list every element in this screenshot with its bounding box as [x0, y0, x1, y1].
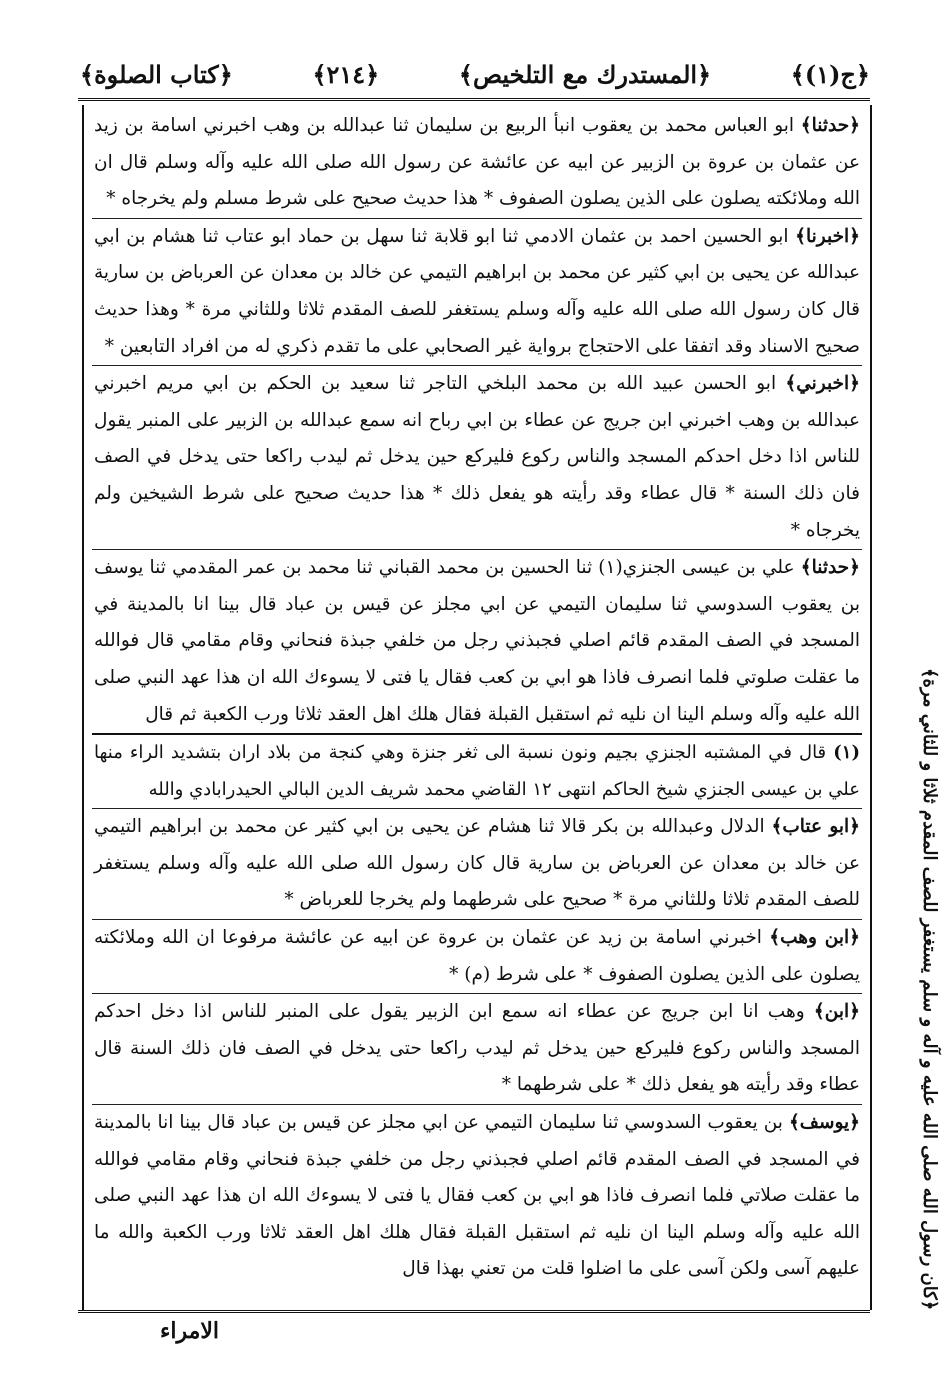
summary-paragraph: [92, 993, 862, 1104]
hadith-paragraph: [92, 218, 862, 365]
summary-paragraph: [92, 1104, 862, 1288]
paragraph-lead: ﴿اخبرنا﴾: [795, 225, 860, 247]
catchword: الامراء: [160, 1318, 220, 1344]
footnote-text: قال في المشتبه الجنزي بجيم ونون نسبة الى ثغر جنزة وهي كنجة من بلاد اران بتشديد الراء منها علي بن عيسى الجنزي شيخ الحاكم انتهى ١٢ القاضي محمد شريف الدين البالي الحيدرابادي والله: [94, 742, 860, 800]
margin-note: ﴿كان رسول الله صلى الله عليه و آله و سلم يستغفر للصف المقدم ثلاثا و للثاني مرة﴾: [919, 667, 940, 1310]
paragraph-text: اخبرني اسامة بن زيد عن عثمان بن عروة عن ابيه عن عائشة مرفوعا ان الله وملائكته يصلون على الذين يصلون الصفوف * على شرط (م) *: [94, 927, 860, 985]
paragraph-lead: ﴿اخبرني﴾: [785, 373, 860, 395]
chapter-title: ﴿كتاب الصلوة﴾: [80, 59, 233, 89]
paragraph-text: بن يعقوب السدوسي ثنا سليمان التيمي عن ابي مجلز عن قيس بن عباد قال بينا انا بالمدينة في المسجد في الصف المقدم قائم اصلي فجبذني رجل من خلفي جبذة فنحاني وقام مقامي فوالله ما عقلت صلاتي فلما انصرف فاذا هو ابي بن كعب فقال يا فتى لا يسوءك الله ان هذا عهد النبي صلى الله عليه وآله وسلم الينا ان نليه ثم استقبل القبلة فقال هلك اهل العقد ثلاثا ورب الكعبة والله ما عليهم آسى ولكن آسى على ما اضلوا قلت من تعني بهذا قال: [94, 1112, 860, 1280]
paragraph-lead: ﴿ابن وهب﴾: [769, 927, 860, 949]
paragraph-text: ابو العباس محمد بن يعقوب انبأ الربيع بن سليمان ثنا عبدالله بن وهب اخبرني اسامة بن زيد عن عثمان بن عروة بن الزبير عن ابيه عن عائشة عن رسول الله صلى الله عليه وآله وسلم قال ان الله وملائكته يصلون على الذين يصلون الصفوف * هذا حديث صحيح على شرط مسلم ولم يخرجاه *: [94, 115, 860, 210]
main-text: [92, 108, 862, 1308]
footnote-marker: (١): [833, 742, 860, 764]
footnote: [92, 733, 862, 808]
header-rule: [78, 98, 870, 101]
paragraph-text: وهب انا ابن جريج عن عطاء انه سمع ابن الزبير يقول على المنبر للناس اذا دخل احدكم المسجد والناس ركوع فليركع حين يدخل ثم ليدب راكعا حتى يدخل في الصف فان ذلك السنة قال عطاء وقد رأيته هو يفعل ذلك * على شرطهما *: [94, 1001, 860, 1096]
paragraph-lead: ﴿يوسف﴾: [788, 1112, 860, 1134]
paragraph-lead: ﴿ابو عتاب﴾: [771, 816, 861, 838]
volume-number: ﴿ج(١)﴾: [790, 59, 870, 89]
paragraph-text: الدلال وعبدالله بن بكر قالا ثنا هشام عن يحيى بن ابي كثير عن محمد بن ابراهيم التيمي عن خالد بن معدان عن العرباض بن سارية قال كان رسول الله صلى الله عليه وآله وسلم يستغفر للصف المقدم ثلاثا وللثاني مرة * صحيح على شرطهما ولم يخرجا للعرباض *: [94, 816, 860, 911]
paragraph-text: علي بن عيسى الجنزي(١) ثنا الحسين بن محمد القباني ثنا محمد بن عمر المقدمي ثنا يوسف بن يعقوب السدوسي ثنا سليمان التيمي عن ابي مجلز عن قيس بن عباد قال بينا انا بالمدينة في المسجد في الصف المقدم قائم اصلي فجبذني رجل من خلفي جبذة فنحاني وقام مقامي قال فوالله ما عقلت صلوتي فلما انصرف فاذا هو ابي بن كعب فقال يا فتى لا يسوءك الله ان هذا عهد النبي صلى الله عليه وآله وسلم الينا ان نليه ثم استقبل القبلة فقال هلك اهل العقد ثلاثا ورب الكعبة ثم قال: [94, 557, 860, 725]
hadith-paragraph: [92, 549, 862, 733]
page-header: [80, 50, 870, 98]
paragraph-lead: ﴿ابن﴾: [813, 1001, 860, 1023]
summary-paragraph: [92, 808, 862, 919]
paragraph-lead: ﴿حدثنا﴾: [800, 115, 860, 136]
summary-paragraph: [92, 919, 862, 993]
hadith-paragraph: [92, 108, 862, 218]
book-title: ﴿المستدرك مع التلخيص﴾: [458, 59, 712, 89]
paragraph-lead: ﴿حدثنا﴾: [800, 557, 860, 579]
hadith-paragraph: [92, 365, 862, 549]
paragraph-text: ابو الحسن عبيد الله بن محمد البلخي التاجر ثنا سعيد بن الحكم بن ابي مريم اخبرني عبدالله بن وهب اخبرني ابن جريج عن عطاء بن ابي رباح انه سمع عبدالله بن الزبير على المنبر يقول للناس اذا دخل احدكم المسجد والناس ركوع فليركع حين يدخل ثم ليدب راكعا حتى يدخل في الصف فان ذلك السنة * قال عطاء وقد رأيته هو يفعل ذلك * هذا حديث صحيح على شرط الشيخين ولم يخرجاه *: [94, 373, 860, 541]
page-number: ﴿٢١٤﴾: [312, 59, 380, 89]
footer-rule: [78, 1310, 870, 1313]
paragraph-text: ابو الحسين احمد بن عثمان الادمي ثنا ابو قلابة ثنا سهل بن حماد ابو عتاب ثنا هشام بن ابي عبدالله عن يحيى بن ابي كثير عن محمد بن ابراهيم التيمي عن خالد بن معدان عن العرباض بن سارية قال كان رسول الله صلى الله عليه وآله وسلم يستغفر للصف المقدم ثلاثا وللثاني مرة * وهذا حديث صحيح الاسناد وقد اتفقا على الاحتجاج برواية غير الصحابي على ما تقدم ذكري له من افراد التابعين *: [94, 225, 860, 357]
